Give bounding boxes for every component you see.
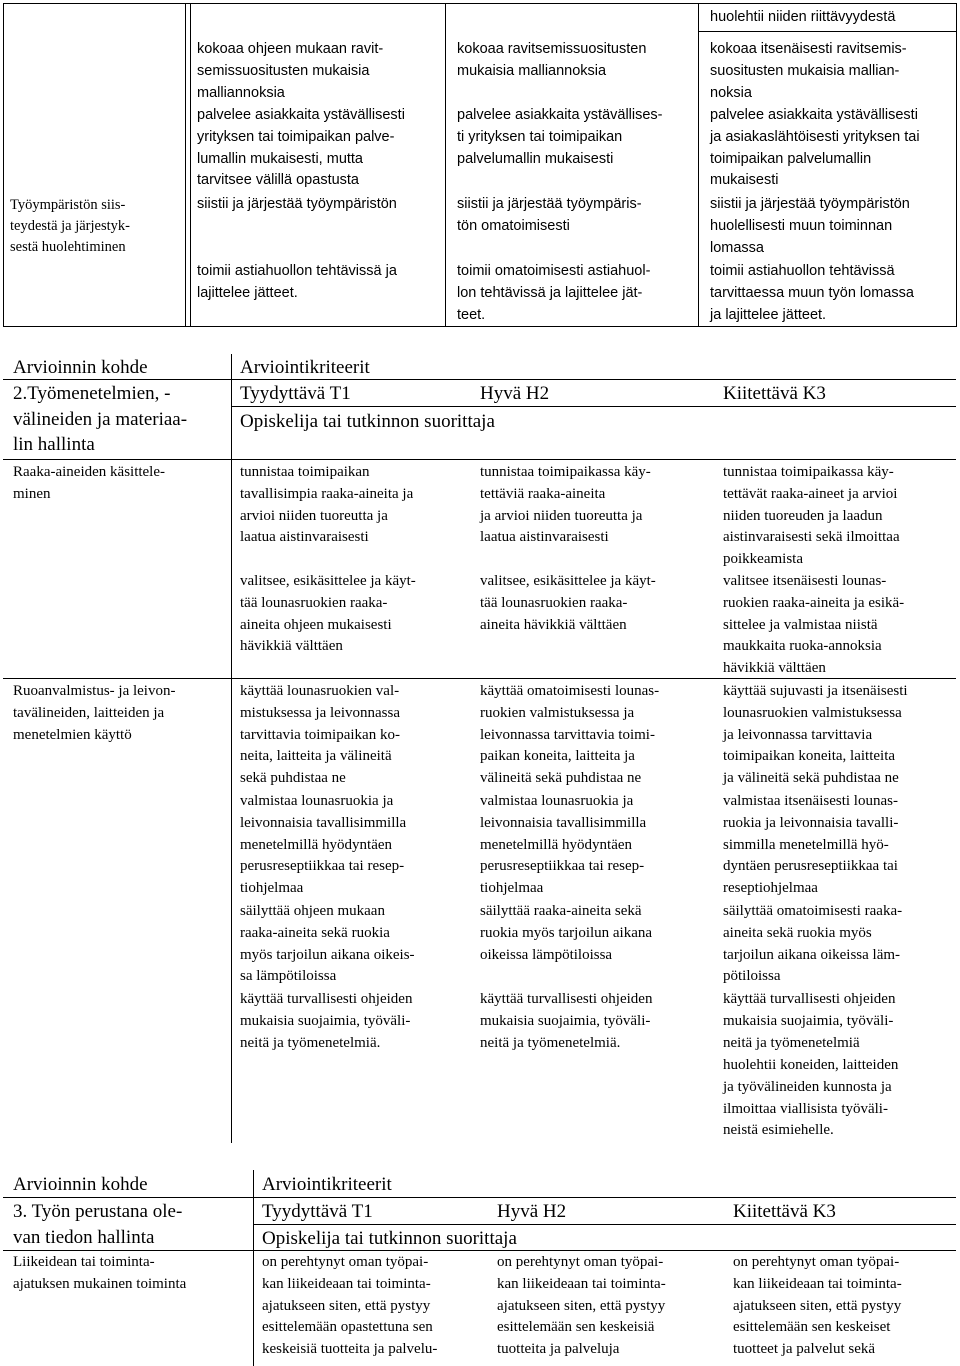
s1-col-divider-1b <box>190 3 191 327</box>
s3-h2-item-1: on perehtynyt oman työpai- kan liikeideaan tai toiminta- ajatukseen siten, että pystyy esittelemään sen keskeisiä tuotteita ja palveluja <box>497 1254 666 1358</box>
s1-k3-item-2: palvelee asiakkaita ystävällisesti ja asiakaslähtöisesti yrityksen tai toimipaikan palvelumallin mukaisesti <box>710 107 920 189</box>
s2-h2-item-1: tunnistaa toimipaikassa käy- tettäviä raaka-aineita ja arvioi niiden tuoreutta ja laatua aistinvaraisesti <box>480 464 651 546</box>
s3-k3-item-1: on perehtynyt oman työpai- kan liikeideaan tai toiminta- ajatukseen siten, että pystyy esittelemään sen keskeiset tuotteet ja palvelut sekä <box>733 1254 902 1358</box>
s3-header-kriteerit: Arviointikriteerit <box>262 1174 392 1195</box>
s3-title: 3. Työn perustana ole- van tiedon hallinta <box>13 1201 183 1248</box>
s1-k3-item-4: toimii astiahuollon tehtävissä tarvittaessa muun työn lomassa ja lajittelee jätteet. <box>710 263 914 323</box>
s1-h2-item-1: kokoaa ravitsemissuositusten mukaisia malliannoksia <box>457 41 647 79</box>
s2-title: 2.Työmenetelmien, - välineiden ja materiaa- lin hallinta <box>13 383 188 455</box>
s1-h2-item-4: toimii omatoimisesti astiahuol- lon tehtävissä ja lajittelee jät- teet. <box>457 263 651 323</box>
s1-top-note: huolehtii niiden riittävyydestä <box>710 9 896 25</box>
s2-t1-item-1: tunnistaa toimipaikan tavallisimpia raaka-aineita ja arvioi niiden tuoreutta ja laatua aistinvaraisesti <box>240 464 414 546</box>
s3-level-h2: Hyvä H2 <box>497 1201 567 1222</box>
s2-level-t1: Tyydyttävä T1 <box>240 383 351 404</box>
s3-row1-label: Liikeidean tai toiminta- ajatuksen mukainen toiminta <box>13 1254 187 1292</box>
s1-row-label: Työympäristön siis- teydestä ja järjestyk- sestä huolehtiminen <box>10 197 130 255</box>
s2-t1-item-3: käyttää lounasruokien val- mistuksessa ja leivonnassa tarvittavia toimipaikan ko- neita, laitteita ja välineitä sekä puhdistaa ne <box>240 683 400 787</box>
s2-level-h2: Hyvä H2 <box>480 383 550 404</box>
s2-row2-label: Ruoanvalmistus- ja leivon- tavälineiden, laitteiden ja menetelmien käyttö <box>13 683 176 743</box>
s1-top-border <box>3 3 957 4</box>
s1-col-divider-2 <box>445 3 446 327</box>
s3-level-t1: Tyydyttävä T1 <box>262 1201 373 1222</box>
s2-k3-item-3: käyttää sujuvasti ja itsenäisesti lounasruokien valmistuksessa ja leivonnassa tarvittavia toimipaikan koneita, laitteita ja välineitä sekä puhdistaa ne <box>723 683 908 787</box>
s3-col-divider-1 <box>253 1170 254 1366</box>
s2-h2-item-3: käyttää omatoimisesti lounas- ruokien valmistuksessa ja leivonnassa tarvittavia toimi- paikan koneita, laitteita ja välineitä sekä puhdistaa ne <box>480 683 660 787</box>
s2-t1-item-4: valmistaa lounasruokia ja leivonnaisia tavallisimmilla menetelmillä hyödyntäen perusreseptiikkaa tai resep- tiohjelmaa <box>240 793 407 897</box>
s1-k3-item-3: siistii ja järjestää työympäristön huolellisesti muun toiminnan lomassa <box>710 196 910 256</box>
s1-note-divider <box>698 31 956 32</box>
s1-t1-item-1: kokoaa ohjeen mukaan ravit- semissuositusten mukaisia malliannoksia <box>197 41 384 101</box>
s2-k3-item-7: huolehtii koneiden, laitteiden ja työvälineiden kunnosta ja ilmoittaa viallisista työväli- neistä esimiehelle. <box>723 1057 899 1139</box>
s2-t1-item-5: säilyttää ohjeen mukaan raaka-aineita sekä ruokia myös tarjoilun aikana oikeis- sa lämpötiloissa <box>240 903 415 985</box>
s2-header-kohde: Arvioinnin kohde <box>13 357 148 378</box>
s1-t1-item-2: palvelee asiakkaita ystävällisesti yrityksen tai toimipaikan palve- lumallin mukaisesti, mutta tarvitsee välillä opastusta <box>197 107 405 189</box>
s1-t1-item-4: toimii astiahuollon tehtävissä ja lajittelee jätteet. <box>197 263 397 301</box>
s2-header-kriteerit: Arviointikriteerit <box>240 357 370 378</box>
s2-h2-item-5: säilyttää raaka-aineita sekä ruokia myös tarjoilun aikana oikeissa lämpötiloissa <box>480 903 653 963</box>
s3-t1-item-1: on perehtynyt oman työpai- kan liikeideaan tai toiminta- ajatukseen siten, että pystyy esittelemään opastettuna sen keskeisiä tuotteita ja palvelu- <box>262 1254 438 1358</box>
s1-col-divider-1 <box>185 3 186 327</box>
s2-subject: Opiskelija tai tutkinnon suorittaja <box>240 411 495 432</box>
s2-level-k3: Kiitettävä K3 <box>723 383 826 404</box>
s2-k3-item-5: säilyttää omatoimisesti raaka- aineita sekä ruokia myös tarjoilun aikana oikeissa läm- pötiloissa <box>723 903 903 985</box>
s2-h2-item-4: valmistaa lounasruokia ja leivonnaisia tavallisimmilla menetelmillä hyödyntäen perusreseptiikkaa tai resep- tiohjelmaa <box>480 793 647 897</box>
s1-right-border <box>956 3 957 327</box>
s2-k3-item-1: tunnistaa toimipaikassa käy- tettävät raaka-aineet ja arvioi niiden tuoreuden ja laadun aistinvaraisesti sekä ilmoittaa poikkeamista <box>723 464 900 568</box>
s1-t1-item-3: siistii ja järjestää työympäristön <box>197 196 397 212</box>
s1-left-border <box>3 3 4 327</box>
s3-subject: Opiskelija tai tutkinnon suorittaja <box>262 1228 517 1249</box>
s1-col-divider-3 <box>698 3 699 327</box>
s2-col-divider-1 <box>231 354 232 1143</box>
s2-h2-item-6: käyttää turvallisesti ohjeiden mukaisia suojaimia, työväli- neitä ja työmenetelmiä. <box>480 991 653 1051</box>
s2-k3-item-4: valmistaa itsenäisesti lounas- ruokia ja leivonnaisia tavalli- simmilla menetelmillä hyö- dyntäen perusreseptiikkaa tai reseptiohjelmaa <box>723 793 899 897</box>
s1-h2-item-2: palvelee asiakkaita ystävällises- ti yrityksen tai toimipaikan palvelumallin mukaisesti <box>457 107 663 167</box>
s2-row1-label: Raaka-aineiden käsittele- minen <box>13 464 166 502</box>
s3-level-k3: Kiitettävä K3 <box>733 1201 836 1222</box>
s2-t1-item-6: käyttää turvallisesti ohjeiden mukaisia suojaimia, työväli- neitä ja työmenetelmiä. <box>240 991 413 1051</box>
s2-k3-item-6: käyttää turvallisesti ohjeiden mukaisia suojaimia, työväli- neitä ja työmenetelmiä <box>723 991 896 1051</box>
s2-subject-divider <box>3 459 956 460</box>
s2-t1-item-2: valitsee, esikäsittelee ja käyt- tää lounasruokien raaka- aineita ohjeen mukaisesti hävikkiä välttäen <box>240 573 416 655</box>
s3-header-kohde: Arvioinnin kohde <box>13 1174 148 1195</box>
s1-h2-item-3: siistii ja järjestää työympäris- tön omatoimisesti <box>457 196 642 234</box>
s2-k3-item-2: valitsee itsenäisesti lounas- ruokien raaka-aineita ja esikä- sittelee ja valmistaa niistä maukkaita ruoka-annoksia hävikkiä välttäen <box>723 573 905 677</box>
s1-k3-item-1: kokoaa itsenäisesti ravitsemis- suositusten mukaisia mallian- noksia <box>710 41 907 101</box>
s2-h2-item-2: valitsee, esikäsittelee ja käyt- tää lounasruokien raaka- aineita hävikkiä välttäen <box>480 573 656 633</box>
